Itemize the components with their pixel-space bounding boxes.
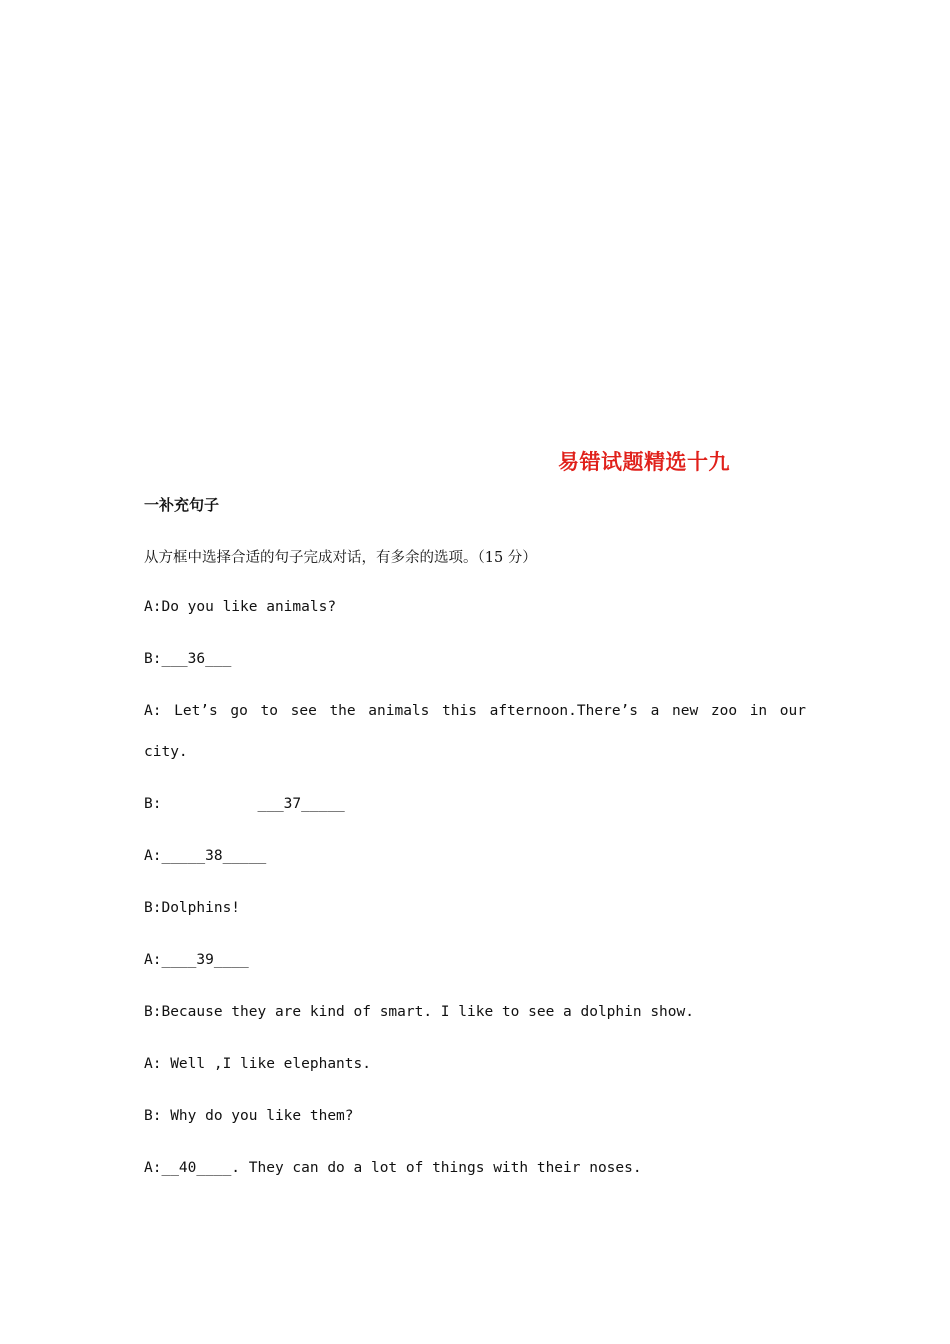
- dialogue-line-2: B:___36___: [144, 651, 232, 667]
- document-title: 易错试题精选十九: [558, 450, 730, 474]
- dialogue-line-9: A: Well ,I like elephants.: [144, 1056, 371, 1072]
- instruction-text: 从方框中选择合适的句子完成对话，有多余的选项。（15 分）: [144, 550, 537, 566]
- dialogue-line-5: A:_____38_____: [144, 848, 267, 864]
- dialogue-line-1: A:Do you like animals?: [144, 599, 337, 615]
- dialogue-line-8: B:Because they are kind of smart. I like to see a dolphin show.: [144, 1004, 694, 1020]
- dialogue-line-3-continued: city.: [144, 744, 188, 760]
- dialogue-line-7: A:____39____: [144, 952, 249, 968]
- section-heading: 一补充句子: [144, 496, 220, 514]
- dialogue-line-11: A:__40____. They can do a lot of things with their noses.: [144, 1160, 642, 1176]
- dialogue-line-10: B: Why do you like them?: [144, 1108, 354, 1124]
- dialogue-line-4: B: ___37_____: [144, 796, 345, 812]
- dialogue-line-6: B:Dolphins!: [144, 900, 241, 916]
- dialogue-line-3: A: Let’s go to see the animals this afternoon.There’s a new zoo in our: [144, 703, 806, 719]
